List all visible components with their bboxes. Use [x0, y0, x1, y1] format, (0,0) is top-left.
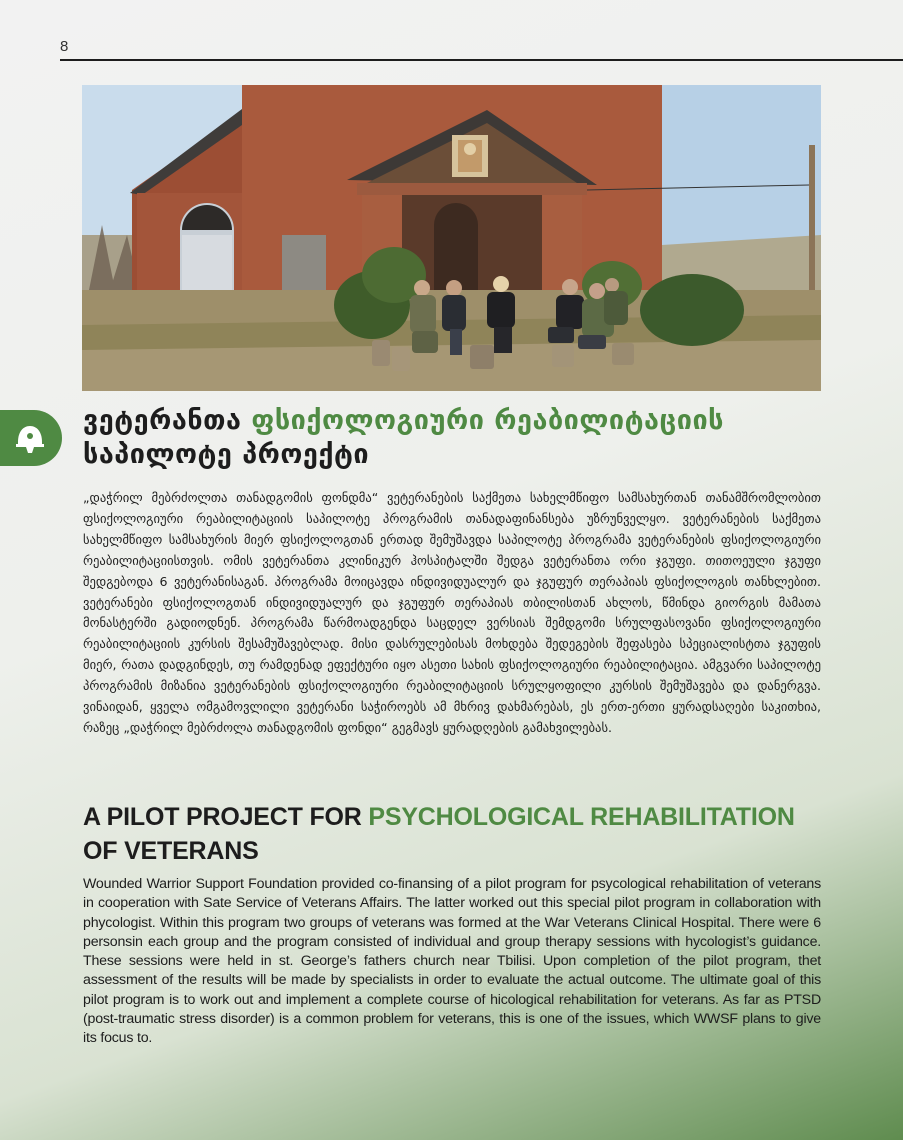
georgian-section-title [83, 404, 803, 472]
english-title-part3: OF VETERANS [83, 837, 259, 865]
georgian-title-part3: საპილოტე პროექტი [83, 439, 370, 470]
english-title-highlight: PSYCHOLOGICAL REHABILITATION [368, 803, 795, 831]
english-section-title [83, 800, 803, 868]
english-title-part1: A PILOT PROJECT FOR [83, 803, 362, 831]
georgian-title-part1: ვეტერანთა [83, 405, 242, 436]
georgian-body-text: „დაჭრილ მებრძოლთა თანადგომის ფონდმა“ ვეტერანების საქმეთა სახელმწიფო სამსახურთან თანამშრომლობით ფსიქოლოგიური რეაბილიტაციის საპილოტე პროგრამის თანადაფინანსება უზრუნველყო. ვეტერანების საქმეთა სახელმწიფო სამსახურის მიერ ფსიქოლოგთან ერთად შემუშავდა საპილოტე პროგრამა ვეტერანების ფსიქოლოგიური რეაბილიტაციისთვის. ომის ვეტერანთა კლინიკურ ჰოსპიტალში შედგა ვეტერანთა ორი ჯგუფი. თითოეული ჯგუფი შედგებოდა 6 ვეტერანისაგან. პროგრამა მოიცავდა ინდივიდუალურ და ჯგუფურ თერაპიას ფსიქოლოგის თანხლებით. ვეტერანები ფსიქოლოგთან ინდივიდუალურ და ჯგუფურ თერაპიას თბილისთან ახლოს, წმინდა გიორგის მამათა მონასტერში გადიოდნენ. პროგრამა წარმოადგენდა საცდელ ვერსიას შემდგომი სრულფასოვანი ფსიქოლოგიური რეაბილიტაციის კურსის შესამუშავებლად. მისი დასრულებისას მოხდება შედეგების შეფასება სპეციალისტთა ჯგუფის მიერ, რათა დადგინდეს, თუ რამდენად ეფექტური იყო ასეთი სახის ფსიქოლოგიური რეაბილიტაცია. ამგვარი საპილოტე პროგრამის მიზანია ვეტერანების ფსიქოლოგიური რეაბილიტაციის სრულყოფილი კურსის შემუშავება და დანერგვა. ვინაიდან, ყველა ომგამოვლილი ვეტერანი საჭიროებს ამ მხრივ დახმარებას, ეს ერთ-ერთი ყურადსაღები საკითხია, რაზეც „დაჭრილ მებრძოლა თანადგომის ფონდი“ გეგმავს ყურადღების გამახვილებას. [83, 490, 821, 735]
georgian-title-highlight: ფსიქოლოგიური რეაბილიტაციის [251, 405, 725, 436]
header-rule [60, 59, 903, 61]
english-body-text: Wounded Warrior Support Foundation provided co-finansing of a pilot program for psycological rehabilitation of veterans in cooperation with Sate Service of Veterans Affairs. The latter worked out this special pilot program in collaboration with phycologist. Within this program two groups of veterans was formed at the War Veterans Clinical Hospital. There were 6 personsin each group and the program consisted of individual and group therapy sessions with hycologist’s guidance. These sessions were held in st. George’s fathers church near Tbilisi. Upon completion of the pilot program, thet assessment of the results will be made by specialists in order to evaluate the actual outcome. The ultimate goal of this pilot program is to work out and implement a complete course of hicological rehabilitation for veterans. As far as PTSD (post-traumatic stress disorder) is a common problem for veterans, this is one of the issues, which WWSF plans to give its focus to. [83, 876, 821, 1047]
section-tab-badge [0, 410, 62, 466]
page-number: 8 [60, 38, 69, 55]
helmet-icon [14, 422, 46, 454]
church-veterans-photo [82, 85, 821, 391]
